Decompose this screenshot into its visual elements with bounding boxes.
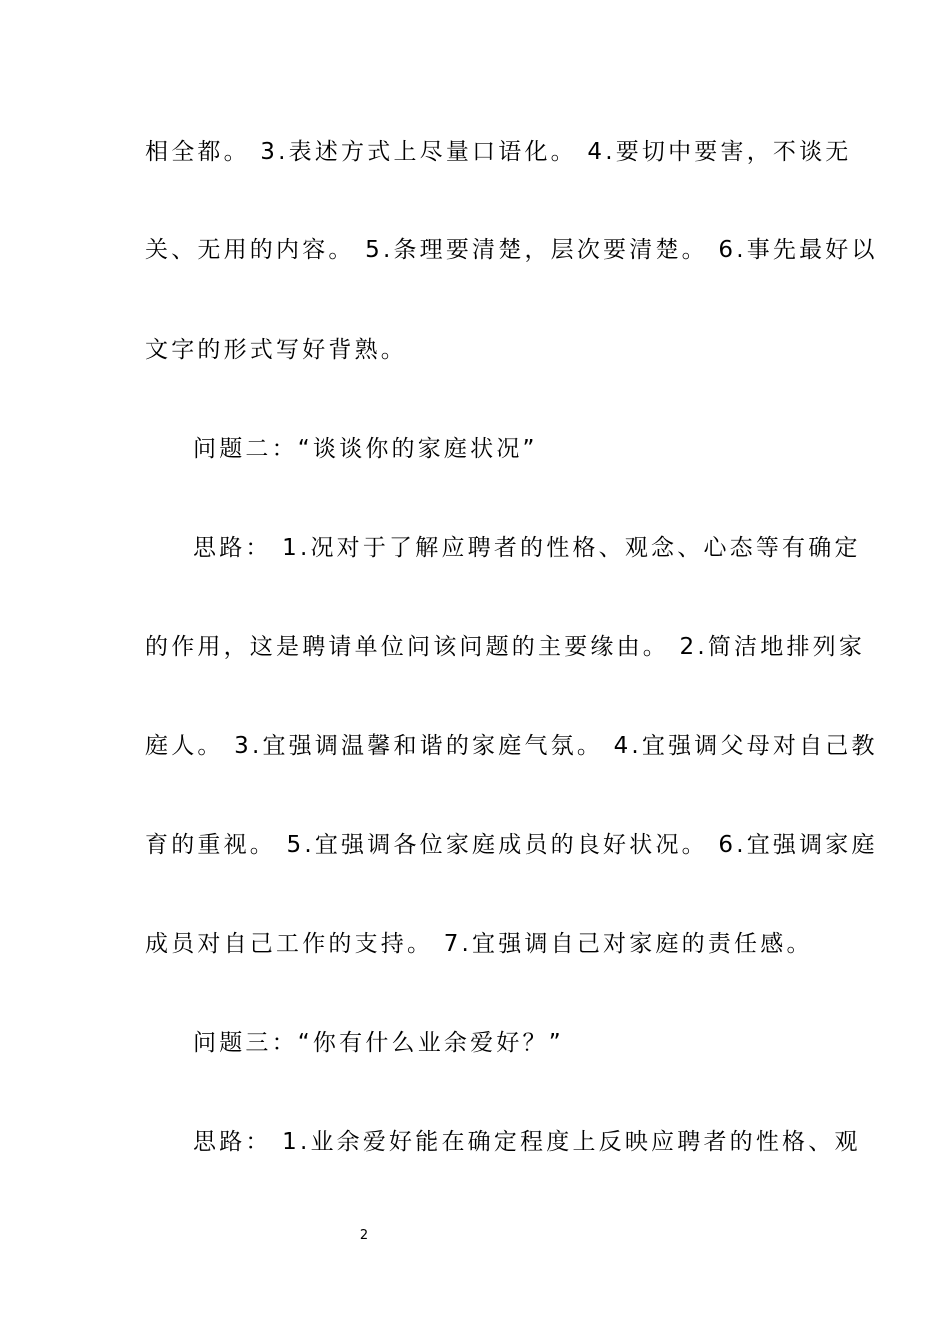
answer-three-line-1: 思路： 1.业余爱好能在确定程度上反映应聘者的性格、观 — [193, 1129, 861, 1155]
answer-two-line-3: 庭人。 3.宜强调温馨和谐的家庭气氛。 4.宜强调父母对自己教 — [145, 733, 878, 759]
question-three-heading: 问题三：“你有什么业余爱好？” — [193, 1030, 564, 1056]
paragraph-line-2: 关、无用的内容。 5.条理要清楚，层次要清楚。 6.事先最好以 — [145, 237, 878, 263]
paragraph-line-3: 文字的形式写好背熟。 — [145, 337, 407, 363]
paragraph-line-1: 相全都。 3.表述方式上尽量口语化。 4.要切中要害，不谈无 — [145, 139, 852, 165]
answer-two-line-4: 育的重视。 5.宜强调各位家庭成员的良好状况。 6.宜强调家庭 — [145, 832, 878, 858]
page-number: 2 — [359, 1228, 369, 1243]
answer-two-line-2: 的作用，这是聘请单位问该问题的主要缘由。 2.简洁地排列家 — [145, 634, 866, 660]
answer-two-line-5: 成员对自己工作的支持。 7.宜强调自己对家庭的责任感。 — [145, 931, 813, 957]
answer-two-line-1: 思路： 1.况对于了解应聘者的性格、观念、心态等有确定 — [193, 535, 861, 561]
question-two-heading: 问题二：“谈谈你的家庭状况” — [193, 436, 538, 462]
